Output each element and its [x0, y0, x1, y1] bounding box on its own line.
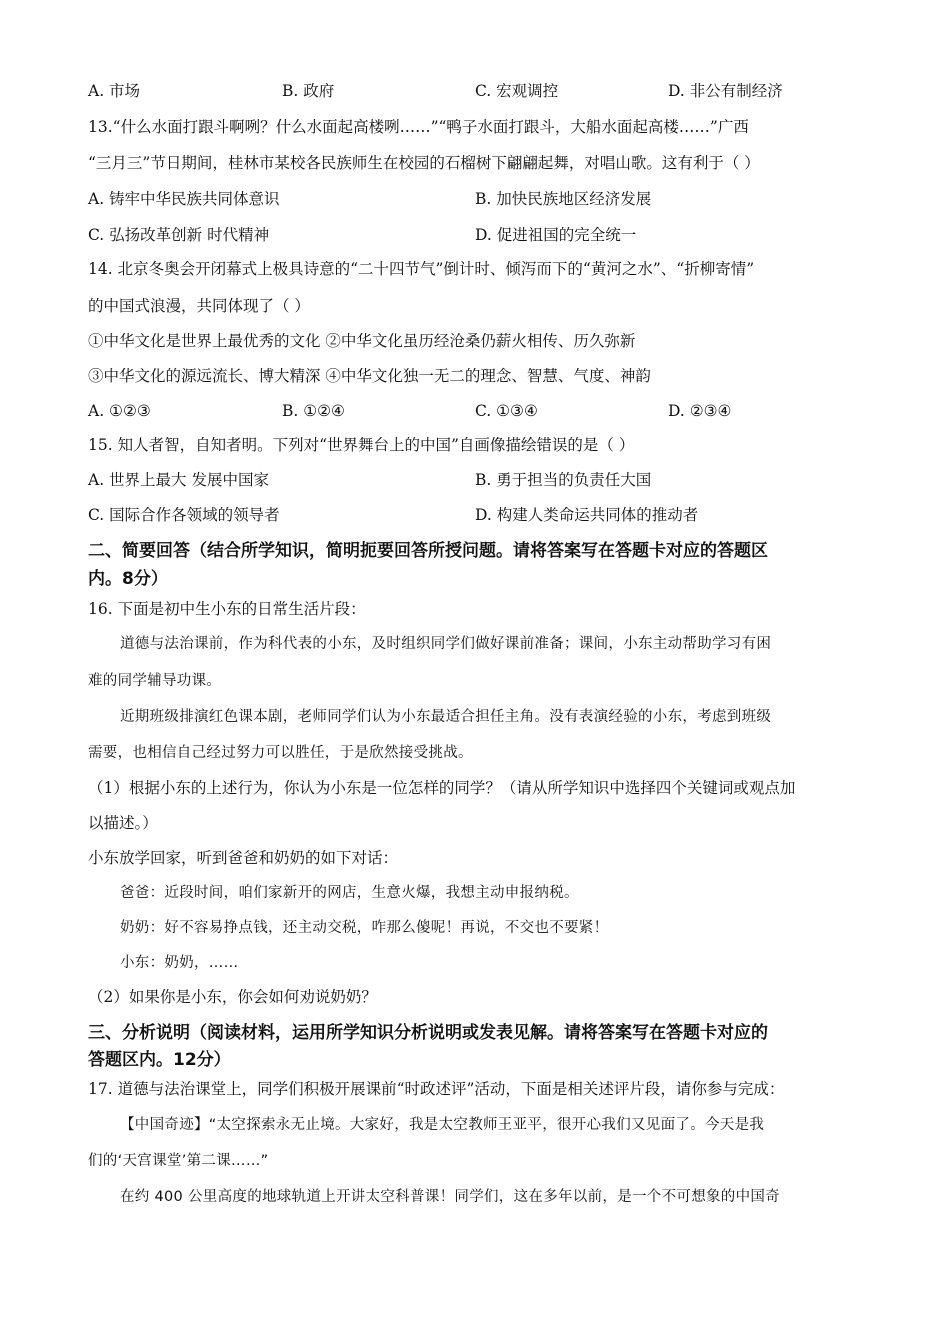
q17-para1-line1: 【中国奇迹】“太空探索永无止境。大家好，我是太空教师王亚平，很开心我们又见面了。今天是我 [120, 1117, 765, 1133]
q16-para2-line1: 近期班级排演红色课本剧，老师同学们认为小东最适合担任主角。没有表演经验的小东，考虑到班级 [120, 709, 772, 725]
q16-dialog-intro: 小东放学回家，听到爸爸和奶奶的如下对话： [88, 849, 399, 867]
q15-option-c: C. 国际合作各领域的领导者 [88, 506, 280, 524]
q13-option-b: B. 加快民族地区经济发展 [475, 190, 652, 208]
q15-stem: 15. 知人者智，自知者明。下列对“世界舞台上的中国”自画像描绘错误的是（ ） [88, 436, 635, 454]
q14-option-a: A. ①②③ [88, 402, 151, 420]
q12-option-c: C. 宏观调控 [475, 82, 559, 100]
q14-statements-line1: ①中华文化是世界上最优秀的文化 ②中华文化虽历经沧桑仍薪火相传、历久弥新 [88, 332, 636, 350]
q16-intro: 16. 下面是初中生小东的日常生活片段： [88, 600, 366, 618]
q14-stem-line2: 的中国式浪漫，共同体现了（ ） [88, 297, 310, 315]
q13-stem-line2: “三月三”节日期间，桂林市某校各民族师生在校园的石榴树下翩翩起舞，对唱山歌。这有利于（ ） [88, 154, 760, 172]
q17-para2-line1: 在约 400 公里高度的地球轨道上开讲太空科普课！同学们，这在多年以前，是一个不可想象的中国奇 [120, 1189, 780, 1205]
q16-sub2: （2）如果你是小东，你会如何劝说奶奶？ [88, 988, 377, 1006]
section2-heading-line1: 二、简要回答（结合所学知识，简明扼要回答所授问题。请将答案写在答题卡对应的答题区 [88, 541, 768, 561]
q12-option-d: D. 非公有制经济 [668, 82, 783, 100]
q16-dialog-xiaodong: 小东：奶奶，…… [120, 955, 239, 971]
q14-option-b: B. ①②④ [282, 402, 345, 420]
q16-para1-line2: 难的同学辅导功课。 [88, 673, 222, 689]
q17-para1-line2: 们的‘天宫课堂’第二课……” [88, 1153, 269, 1169]
q12-option-a: A. 市场 [88, 82, 141, 100]
q16-para1-line1: 道德与法治课前，作为科代表的小东，及时组织同学们做好课前准备；课间，小东主动帮助学习有困 [120, 636, 772, 652]
q16-sub1-line2: 以描述。） [88, 814, 158, 832]
q16-para2-line2: 需要，也相信自己经过努力可以胜任，于是欣然接受挑战。 [88, 745, 473, 761]
section2-heading-line2: 内。8分） [88, 569, 168, 589]
q13-option-a: A. 铸牢中华民族共同体意识 [88, 190, 280, 208]
q17-intro: 17. 道德与法治课堂上，同学们积极开展课前“时政述评”活动，下面是相关述评片段，请你参与完成： [88, 1080, 785, 1098]
q14-stem-line1: 14. 北京冬奥会开闭幕式上极具诗意的“二十四节气”倒计时、倾泻而下的“黄河之水”、“折柳寄情” [88, 260, 755, 278]
q15-option-a: A. 世界上最大 发展中国家 [88, 471, 269, 489]
q15-option-b: B. 勇于担当的负责任大国 [475, 471, 652, 489]
section3-heading-line2: 答题区内。12分） [88, 1050, 231, 1070]
q13-stem-line1: 13.“什么水面打跟斗啊咧？什么水面起高楼咧……”“鸭子水面打跟斗，大船水面起高楼……”广西 [88, 118, 749, 136]
q14-option-c: C. ①③④ [475, 402, 538, 420]
q14-statements-line2: ③中华文化的源远流长、博大精深 ④中华文化独一无二的理念、智慧、气度、神韵 [88, 367, 651, 385]
q13-option-d: D. 促进祖国的完全统一 [475, 226, 637, 244]
q16-sub1-line1: （1）根据小东的上述行为，你认为小东是一位怎样的同学？（请从所学知识中选择四个关键词或观点加 [88, 779, 796, 797]
q16-dialog-grandma: 奶奶：好不容易挣点钱，还主动交税，咋那么傻呢！再说，不交也不要紧！ [120, 920, 609, 936]
q15-option-d: D. 构建人类命运共同体的推动者 [475, 506, 699, 524]
q14-option-d: D. ②③④ [668, 402, 732, 420]
section3-heading-line1: 三、分析说明（阅读材料，运用所学知识分析说明或发表见解。请将答案写在答题卡对应的 [88, 1023, 768, 1043]
q12-option-b: B. 政府 [282, 82, 335, 100]
q16-dialog-father: 爸爸：近段时间，咱们家新开的网店，生意火爆，我想主动申报纳税。 [120, 885, 579, 901]
q13-option-c: C. 弘扬改革创新 时代精神 [88, 226, 270, 244]
